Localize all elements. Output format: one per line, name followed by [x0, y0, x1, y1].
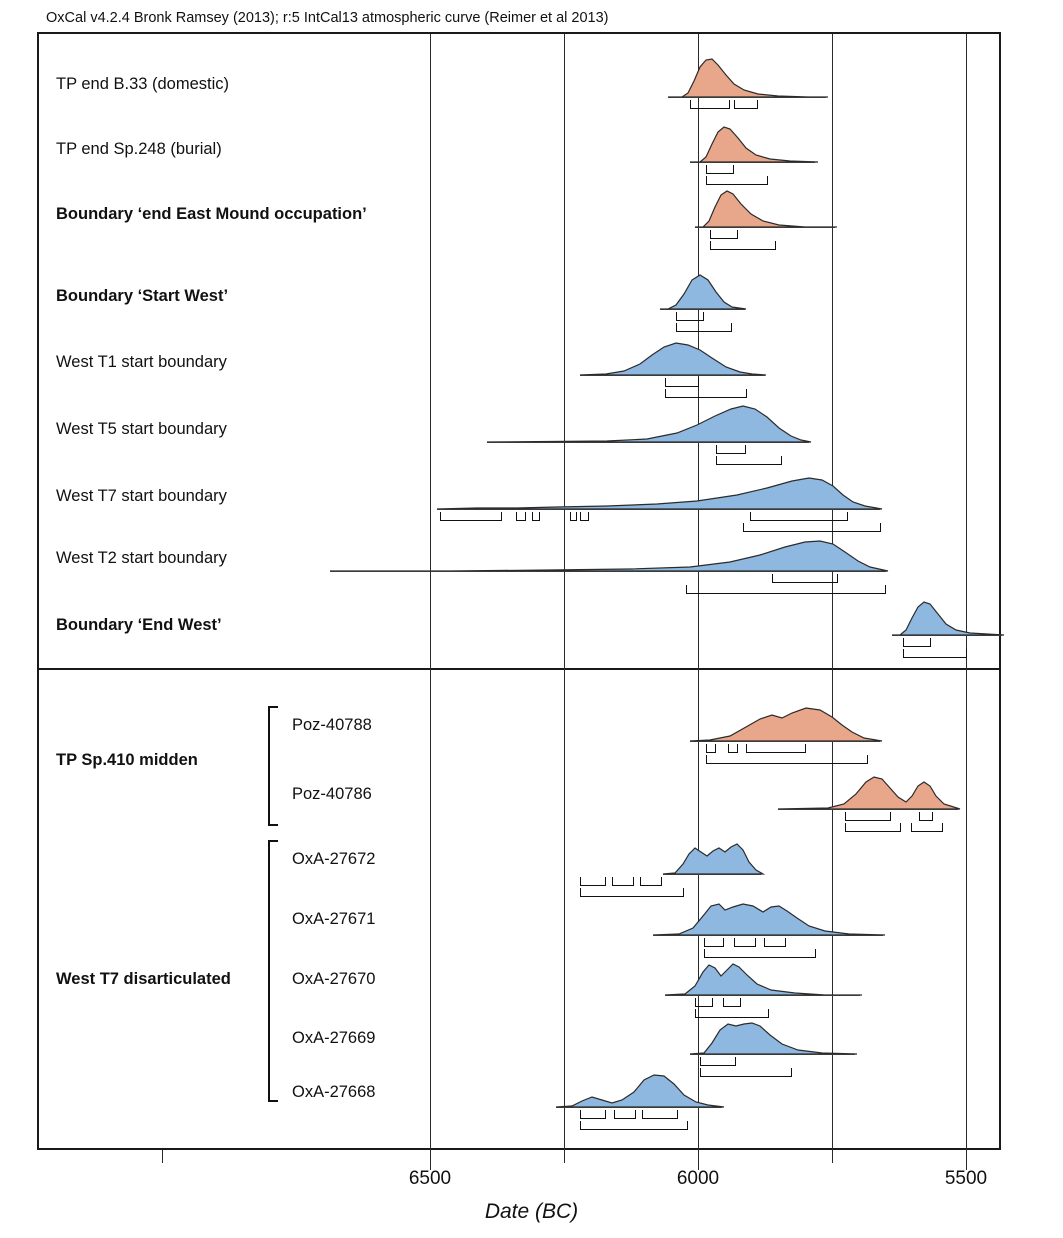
axis-tick-6750 — [162, 1150, 163, 1163]
axis-title: Date (BC) — [484, 1200, 579, 1223]
group-bracket-west-t7-disarticulated — [268, 840, 278, 1102]
range-bars — [845, 812, 965, 821]
group-bracket-tp-sp410-midden — [268, 706, 278, 826]
distribution-west-t5-start — [487, 403, 811, 443]
range-bars — [690, 100, 770, 109]
gridline-6500 — [430, 34, 431, 1150]
range-bars — [706, 744, 884, 753]
range-bars — [716, 445, 786, 454]
distribution-oxa-27668 — [556, 1070, 724, 1108]
row-label-oxa-27669: OxA-27669 — [292, 1029, 376, 1047]
row-label-west-t2-start: West T2 start boundary — [56, 549, 227, 567]
distribution-poz-40786 — [778, 772, 960, 810]
group-label-tp-sp410-midden: TP Sp.410 midden — [56, 751, 198, 769]
gridline-6250 — [564, 34, 565, 1150]
range-bars — [440, 512, 888, 521]
range-bars — [580, 1110, 695, 1119]
panel-divider — [37, 668, 1001, 670]
row-label-poz-40786: Poz-40786 — [292, 785, 372, 803]
axis-tick-6000 — [698, 1150, 699, 1170]
distribution-tp-end-sp248 — [690, 124, 818, 163]
range-bars — [676, 312, 736, 321]
axis-tick-6500 — [430, 1150, 431, 1170]
range-bars — [695, 998, 785, 1007]
row-label-oxa-27672: OxA-27672 — [292, 850, 376, 868]
distribution-oxa-27672 — [663, 838, 763, 875]
row-label-oxa-27670: OxA-27670 — [292, 970, 376, 988]
row-label-oxa-27668: OxA-27668 — [292, 1083, 376, 1101]
gridline-5500 — [966, 34, 967, 1150]
row-label-west-t1-start: West T1 start boundary — [56, 353, 227, 371]
distribution-west-t2-start — [330, 538, 888, 572]
range-bars — [903, 638, 973, 647]
range-bars — [700, 1057, 800, 1066]
range-bars — [665, 378, 751, 387]
distribution-tp-end-b33 — [668, 57, 828, 98]
row-label-oxa-27671: OxA-27671 — [292, 910, 376, 928]
range-bars — [706, 165, 772, 174]
row-label-boundary-end-east-mound: Boundary ‘end East Mound occupation’ — [56, 205, 367, 223]
row-label-tp-end-sp248: TP end Sp.248 (burial) — [56, 140, 222, 158]
range-bars — [710, 230, 780, 239]
distribution-oxa-27669 — [690, 1017, 857, 1055]
row-label-tp-end-b33: TP end B.33 (domestic) — [56, 75, 230, 93]
row-label-poz-40788: Poz-40788 — [292, 716, 372, 734]
distribution-boundary-end-east-mound — [695, 189, 837, 228]
distribution-west-t7-start — [437, 476, 882, 510]
distribution-oxa-27670 — [665, 958, 862, 996]
row-label-west-t5-start: West T5 start boundary — [56, 420, 227, 438]
range-bars — [580, 877, 690, 886]
range-bars — [704, 938, 829, 947]
axis-label-5500: 5500 — [944, 1168, 988, 1189]
group-label-west-t7-disarticulated: West T7 disarticulated — [56, 970, 231, 988]
axis-tick-5500 — [966, 1150, 967, 1170]
row-label-boundary-start-west: Boundary ‘Start West’ — [56, 287, 229, 305]
range-bars — [686, 574, 896, 583]
figure-header-note: OxCal v4.2.4 Bronk Ramsey (2013); r:5 IntCal13 atmospheric curve (Reimer et al 2013) — [46, 10, 609, 26]
distribution-boundary-end-west — [892, 598, 1004, 636]
axis-label-6000: 6000 — [676, 1168, 720, 1189]
distribution-oxa-27671 — [653, 898, 885, 936]
distribution-poz-40788 — [690, 705, 882, 742]
axis-tick-6250 — [564, 1150, 565, 1163]
axis-label-6500: 6500 — [408, 1168, 452, 1189]
distribution-west-t1-start — [580, 338, 766, 376]
distribution-boundary-start-west — [660, 272, 746, 310]
axis-tick-5750 — [832, 1150, 833, 1163]
row-label-boundary-end-west: Boundary ‘End West’ — [56, 616, 222, 634]
row-label-west-t7-start: West T7 start boundary — [56, 487, 227, 505]
